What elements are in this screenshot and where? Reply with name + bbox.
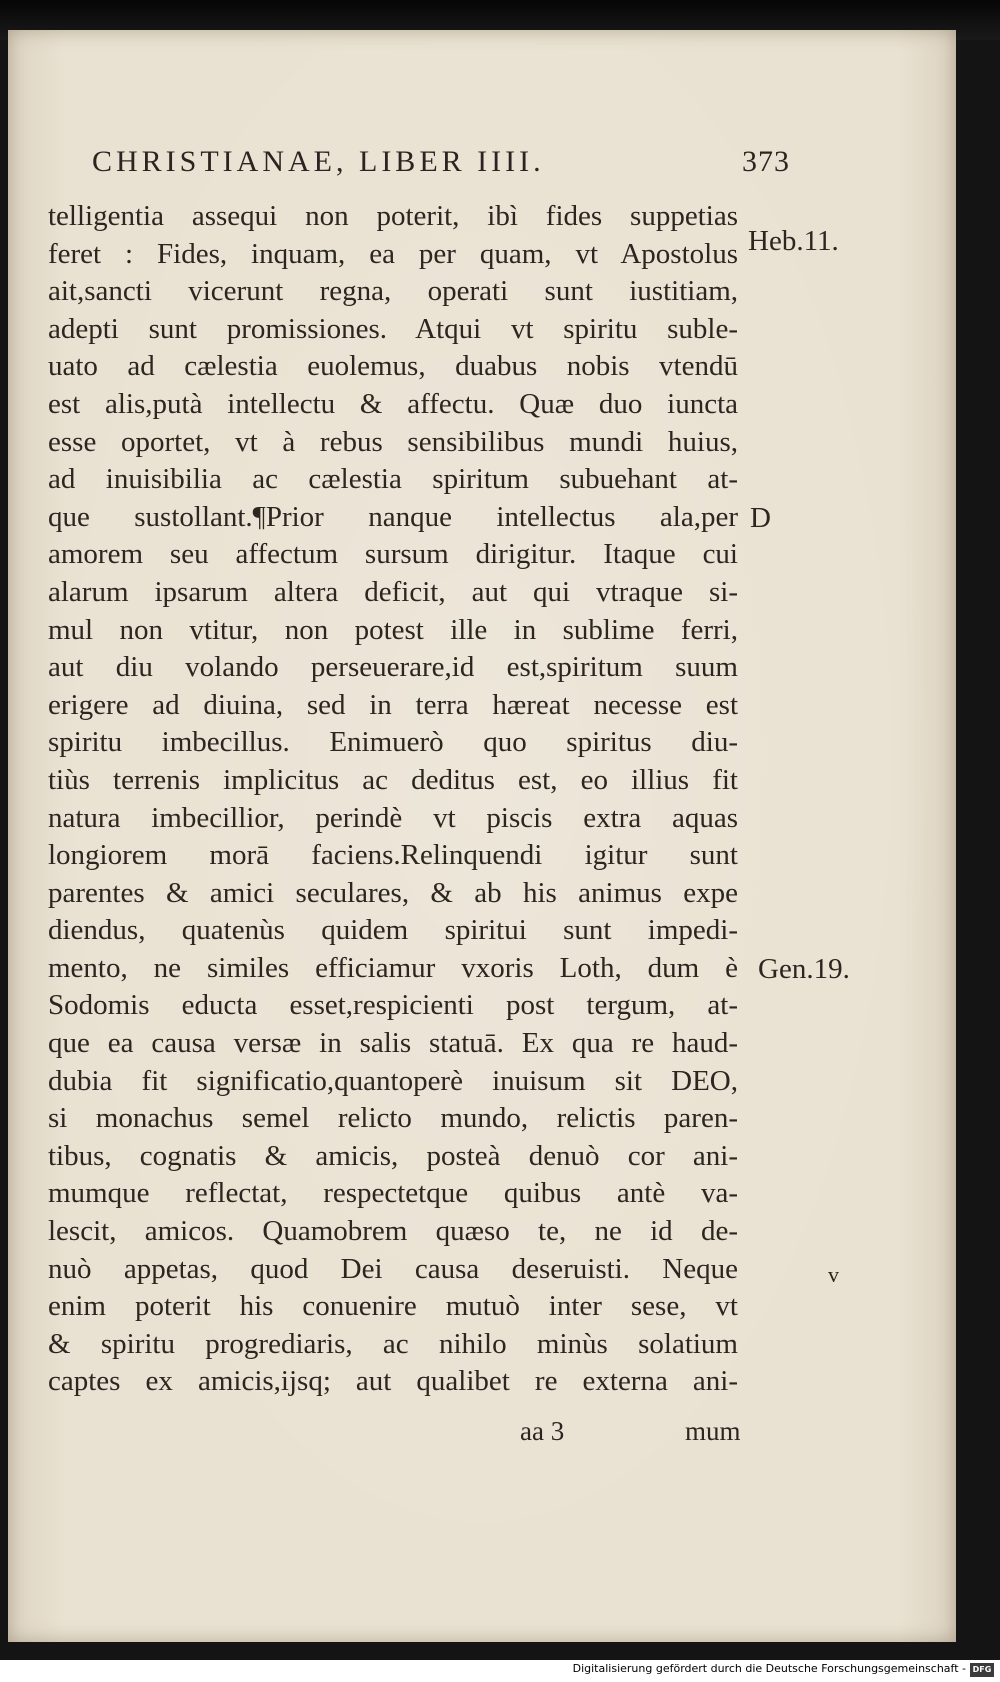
signature-mark: aa 3 <box>520 1416 565 1446</box>
body-text <box>48 198 738 1401</box>
text-line: captes ex amicis,ijsq; aut qualibet re externa ani- <box>48 1365 738 1398</box>
text-line: ait,sancti vicerunt regna, operati sunt iustitiam, <box>48 275 738 308</box>
text-line: est alis,putà intellectu & affectu. Quæ duo iuncta <box>48 387 738 420</box>
text-line: dubia fit significatio,quantoperè inuisum sit DEO, <box>48 1064 738 1097</box>
catchword: mum <box>685 1416 741 1446</box>
text-line: tiùs terrenis implicitus ac deditus est, eo illius fit <box>48 763 738 796</box>
text-line: mul non vtitur, non potest ille in sublime ferri, <box>48 613 738 646</box>
text-line: longiorem morā faciens.Relinquendi igitur sunt <box>48 839 738 872</box>
text-line: diendus, quatenùs quidem spiritui sunt impedi- <box>48 914 738 947</box>
text-line: nuò appetas, quod Dei causa deseruisti. Neque <box>48 1252 738 1285</box>
margin-note-heb: Heb.11. <box>748 225 839 257</box>
text-line: & spiritu progrediaris, ac nihilo minùs solatium <box>48 1327 738 1360</box>
text-line: tibus, cognatis & amicis, posteà denuò cor ani- <box>48 1139 738 1172</box>
running-head <box>92 145 792 185</box>
signature-line <box>500 1416 770 1456</box>
text-line: erigere ad diuina, sed in terra hæreat necesse est <box>48 688 738 721</box>
text-line: ad inuisibilia ac cælestia spiritum subuehant at- <box>48 463 738 496</box>
text-line: aut diu volando perseuerare,id est,spiritum suum <box>48 651 738 684</box>
text-line: lescit, amicos. Quamobrem quæso te, ne id de- <box>48 1215 738 1248</box>
text-line: que ea causa versæ in salis statuā. Ex qua re haud- <box>48 1027 738 1060</box>
margin-mark: v <box>828 1262 839 1287</box>
text-line: natura imbecillior, perindè vt piscis extra aquas <box>48 801 738 834</box>
text-line: Sodomis educta esset,respicienti post tergum, at- <box>48 989 738 1022</box>
text-line: parentes & amici seculares, & ab his animus expe <box>48 876 738 909</box>
text-line: esse oportet, vt à rebus sensibilibus mundi huius, <box>48 425 738 458</box>
footer-credit: Digitalisierung gefördert durch die Deutsche Forschungsgemeinschaft - <box>572 1662 966 1675</box>
text-line: telligentia assequi non poterit, ibì fides suppetias <box>48 200 738 232</box>
text-line: mento, ne similes efficiamur vxoris Loth, dum è <box>48 951 738 984</box>
text-line: que sustollant.¶Prior nanque intellectus ala,per <box>48 500 738 533</box>
digitization-footer <box>0 1660 1000 1682</box>
text-line: mumque reflectat, respectetque quibus antè va- <box>48 1177 738 1210</box>
margin-note-gen: Gen.19. <box>758 953 850 985</box>
dfg-logo-icon: DFG <box>970 1663 994 1677</box>
running-head-title: CHRISTIANAE, LIBER IIII. <box>92 145 545 178</box>
text-line: enim poterit his conuenire mutuò inter sese, vt <box>48 1290 738 1323</box>
margin-note-d: D <box>750 502 771 534</box>
text-line: amorem seu affectum sursum dirigitur. Itaque cui <box>48 538 738 571</box>
text-line: si monachus semel relicto mundo, relictis paren- <box>48 1102 738 1135</box>
text-line: alarum ipsarum altera deficit, aut qui vtraque si- <box>48 575 738 608</box>
text-line: spiritu imbecillus. Enimuerò quo spiritus diu- <box>48 726 738 759</box>
text-line: feret : Fides, inquam, ea per quam, vt Apostolus <box>48 237 738 270</box>
page-number: 373 <box>742 145 790 178</box>
text-line: uato ad cælestia euolemus, duabus nobis vtendū <box>48 350 738 383</box>
text-line: adepti sunt promissiones. Atqui vt spiritu suble- <box>48 312 738 345</box>
